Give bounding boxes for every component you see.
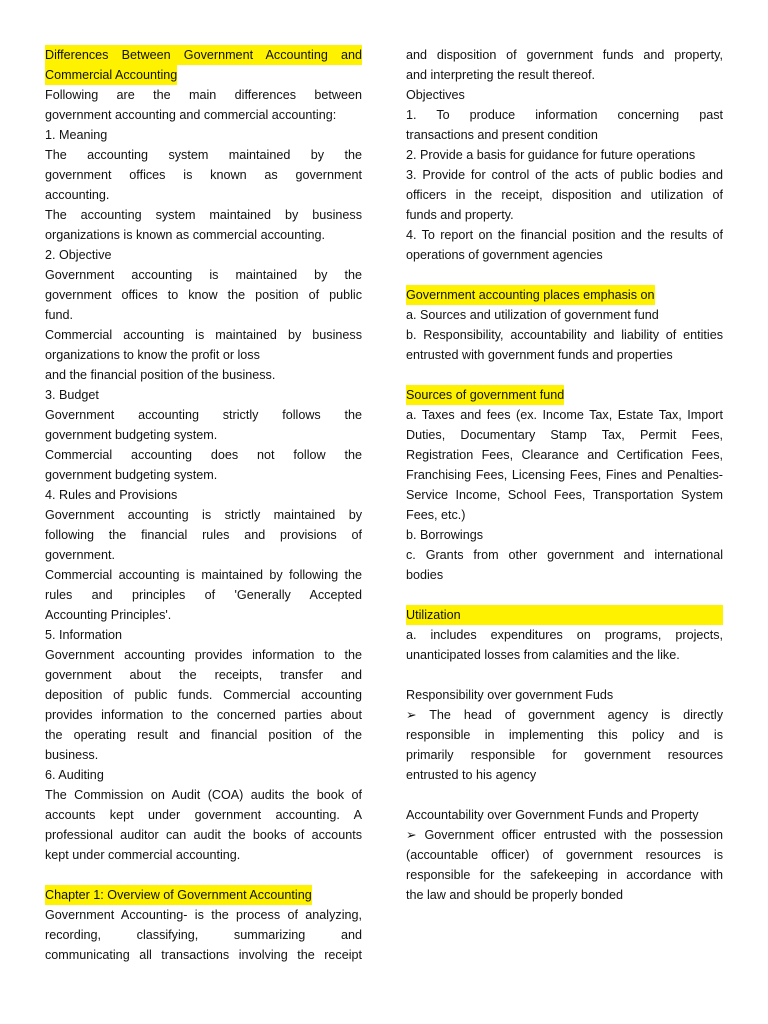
text-line: Accountability over Government Funds and Property — [406, 808, 699, 822]
text-line: responsible for the safekeeping in accordance with — [406, 868, 723, 882]
text-line: officers in the receipt, disposition and utilization of — [406, 188, 723, 202]
text-line: primarily responsible for government resources — [406, 748, 723, 762]
text-line: Commercial accounting does not follow the — [45, 448, 362, 462]
heading-text: Commercial Accounting — [45, 65, 177, 85]
text-line: Commercial accounting is maintained by business — [45, 328, 362, 342]
text-line: provides information to the concerned parties about — [45, 708, 362, 722]
text-line: Fees, etc.) — [406, 508, 466, 522]
text-line: a. Sources and utilization of government fund — [406, 308, 659, 322]
heading-text: Chapter 1: Overview of Government Accounting — [45, 885, 312, 905]
text-line — [406, 665, 723, 685]
text-line: government offices is known as government — [45, 168, 362, 182]
text-line: Objectives — [406, 88, 465, 102]
highlighted-heading — [406, 385, 723, 405]
highlighted-heading — [406, 285, 723, 305]
text-line: Commercial accounting is maintained by following the — [45, 568, 362, 582]
text-line: transactions and present condition — [406, 128, 598, 142]
text-line: entrusted to his agency — [406, 768, 537, 782]
text-line: and interpreting the result thereof. — [406, 68, 596, 82]
text-line: responsible in implementing this policy and is — [406, 728, 723, 742]
text-line: Registration Fees, Clearance and Certification Fees, — [406, 448, 723, 462]
text-line: 4. To report on the financial position and the results of — [406, 228, 723, 242]
text-line: professional auditor can audit the books of accounts — [45, 828, 362, 842]
text-line: a. includes expenditures on programs, projects, — [406, 628, 723, 642]
text-line: Government Accounting- is the process of analyzing, — [45, 908, 362, 922]
text-line: b. Responsibility, accountability and liability of entities — [406, 328, 723, 342]
highlighted-heading — [45, 885, 362, 905]
text-line: business. — [45, 748, 99, 762]
text-line: kept under commercial accounting. — [45, 848, 241, 862]
text-line: Franchising Fees, Licensing Fees, Fines and Penalties- — [406, 468, 723, 482]
heading-text: Sources of government fund — [406, 385, 564, 405]
text-line: 3. Budget — [45, 388, 99, 402]
text-line: (accountable officer) of government resources is — [406, 848, 723, 862]
text-line: 2. Provide a basis for guidance for future operations — [406, 148, 696, 162]
highlighted-heading — [45, 45, 362, 65]
text-line: 6. Auditing — [45, 768, 104, 782]
text-line: 5. Information — [45, 628, 123, 642]
text-line: rules and principles of 'Generally Accepted — [45, 588, 362, 602]
text-line: Government accounting provides information to the — [45, 648, 362, 662]
text-line: b. Borrowings — [406, 528, 483, 542]
text-line: Following are the main differences between — [45, 88, 362, 102]
text-line: a. Taxes and fees (ex. Income Tax, Estate Tax, Import — [406, 408, 723, 422]
text-line: organizations to know the profit or loss — [45, 348, 260, 362]
text-line: Responsibility over government Fuds — [406, 688, 614, 702]
text-line — [406, 785, 723, 805]
text-line — [406, 365, 723, 385]
text-line: recording, classifying, summarizing and — [45, 928, 362, 942]
text-line: Service Income, School Fees, Transportation System — [406, 488, 723, 502]
text-line: fund. — [45, 308, 74, 322]
text-line: The accounting system maintained by business — [45, 208, 362, 222]
text-line: 1. Meaning — [45, 128, 108, 142]
highlighted-heading — [45, 65, 362, 85]
text-line: Duties, Documentary Stamp Tax, Permit Fees, — [406, 428, 723, 442]
text-line: 2. Objective — [45, 248, 112, 262]
left-column — [45, 45, 362, 965]
text-line: the law and should be properly bonded — [406, 888, 624, 902]
text-line: bodies — [406, 568, 444, 582]
text-line: organizations is known as commercial accounting. — [45, 228, 325, 242]
text-line: The Commission on Audit (COA) audits the book of — [45, 788, 362, 802]
text-line: unanticipated losses from calamities and the like. — [406, 648, 680, 662]
text-line: deposition of public funds. Commercial accounting — [45, 688, 362, 702]
text-line: Government accounting is strictly maintained by — [45, 508, 362, 522]
text-line: The accounting system maintained by the — [45, 148, 362, 162]
text-line: government offices to know the position of public — [45, 288, 362, 302]
text-line: funds and property. — [406, 208, 514, 222]
text-line: ➢ The head of government agency is directly — [406, 708, 723, 722]
text-line: Accounting Principles'. — [45, 608, 172, 622]
text-line: ➢ Government officer entrusted with the possession — [406, 828, 723, 842]
text-line: the operating result and financial position of the — [45, 728, 362, 742]
right-column — [406, 45, 723, 905]
text-line: government. — [45, 548, 116, 562]
heading-text: Differences Between Government Accounting and — [45, 45, 362, 65]
text-line: operations of government agencies — [406, 248, 603, 262]
highlighted-heading — [406, 605, 723, 625]
text-line: c. Grants from other government and international — [406, 548, 723, 562]
text-line — [45, 865, 362, 885]
text-line: and the financial position of the business. — [45, 368, 276, 382]
text-line: government accounting and commercial accounting: — [45, 108, 337, 122]
text-line — [406, 265, 723, 285]
text-line: accounting. — [45, 188, 110, 202]
text-line: Government accounting strictly follows the — [45, 408, 362, 422]
text-line: entrusted with government funds and properties — [406, 348, 673, 362]
text-line: accounts kept under government accounting. A — [45, 808, 362, 822]
text-line: government budgeting system. — [45, 468, 218, 482]
text-line: 4. Rules and Provisions — [45, 488, 178, 502]
text-line: Government accounting is maintained by the — [45, 268, 362, 282]
text-line: government budgeting system. — [45, 428, 218, 442]
text-line: following the financial rules and provisions of — [45, 528, 362, 542]
heading-text: Government accounting places emphasis on — [406, 285, 655, 305]
text-line: communicating all transactions involving the receipt — [45, 948, 362, 962]
text-line — [406, 585, 723, 605]
heading-text: Utilization — [406, 605, 723, 625]
text-line: government about the receipts, transfer and — [45, 668, 362, 682]
text-line: 1. To produce information concerning past — [406, 108, 723, 122]
text-line: and disposition of government funds and property, — [406, 48, 723, 62]
text-line: 3. Provide for control of the acts of public bodies and — [406, 168, 723, 182]
